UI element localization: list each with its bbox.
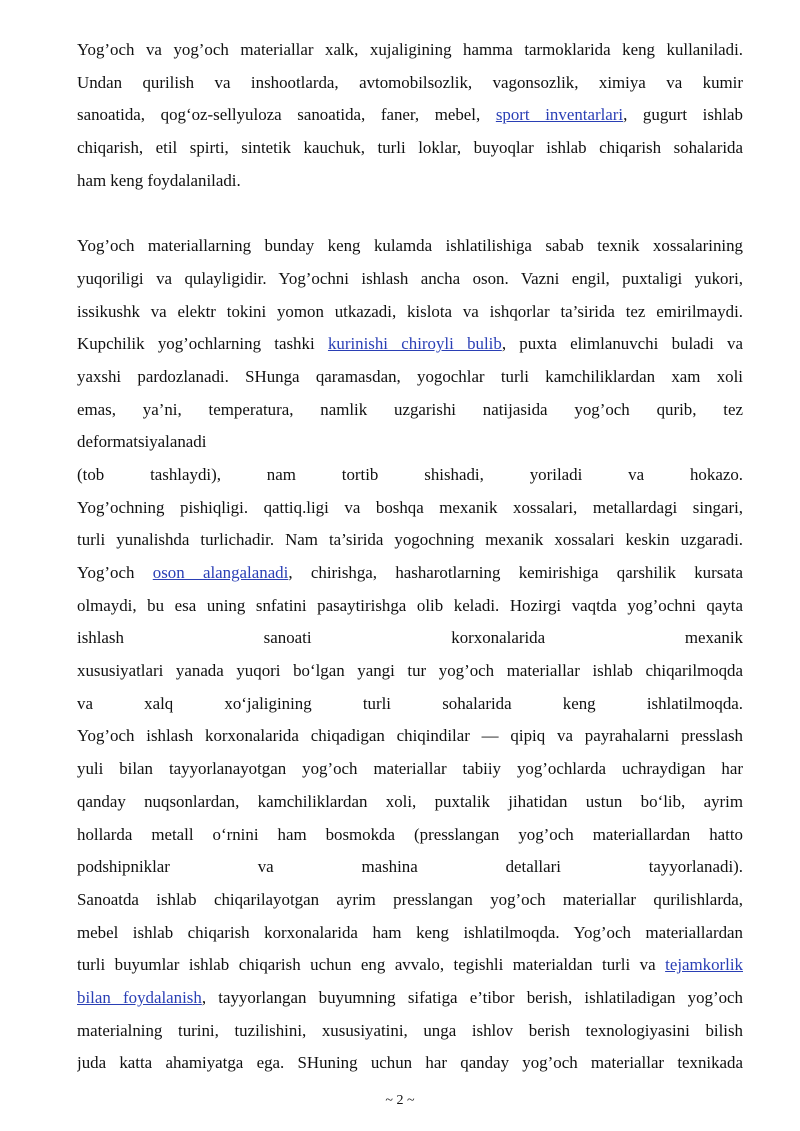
text-line <box>77 328 743 361</box>
text-line <box>77 557 743 590</box>
text-line: olmaydi, bu esa uning snfatini pasaytirishga olib keladi. Hozirgi vaqtda yog’ochni qayta <box>77 595 743 615</box>
text-line: (tob tashlaydi), nam tortib shishadi, yoriladi va hokazo. <box>77 464 743 484</box>
text-line: emas, ya’ni, temperatura, namlik uzgarishi natijasida yog’och qurib, tez <box>77 399 743 419</box>
text-line: qanday nuqsonlardan, kamchiliklardan xoli, puxtalik jihatidan ustun bo‘lib, ayrim <box>77 791 743 811</box>
text-line: yuqoriligi va qulayligidir. Yog’ochni ishlash ancha oson. Vazni engil, puxtaligi yukori, <box>77 268 743 288</box>
text-line: ham keng foydalaniladi. <box>77 170 241 190</box>
paragraph-1 <box>77 34 743 197</box>
text-segment: , puxta elimlanuvchi buladi va <box>501 334 743 354</box>
text-line: yaxshi pardozlanadi. SHunga qaramasdan, yogochlar turli kamchiliklardan xam xoli <box>77 366 743 386</box>
text-line: yuli bilan tayyorlanayotgan yog’och materiallar tabiiy yog’ochlarda uchraydigan har <box>77 759 743 779</box>
text-line: deformatsiyalanadi <box>77 432 207 452</box>
text-line <box>77 949 743 982</box>
text-line: Yog’och va yog’och materiallar xalk, xujaligining hamma tarmoklarida keng kullaniladi. <box>77 40 743 59</box>
text-segment: Kupchilik yog’ochlarning tashki <box>77 334 315 354</box>
paragraph-spacer <box>77 197 743 230</box>
text-line: Yog’och materiallarning bunday keng kulamda ishlatilishiga sabab texnik xossalarining <box>77 236 743 256</box>
text-segment: , chirishga, hasharotlarning kemirishiga qarshilik kursata <box>288 563 743 582</box>
text-line: Yog’ochning pishiqligi. qattiq.ligi va boshqa mexanik xossalari, metallardagi singari, <box>77 497 743 517</box>
text-line: va xalq xo‘jaligining turli sohalarida keng ishlatilmoqda. <box>77 693 743 713</box>
page-number: ~ 2 ~ <box>385 1093 415 1108</box>
text-line <box>77 99 743 132</box>
link-oson-alangalanadi[interactable]: oson alangalanadi <box>152 563 289 582</box>
text-line: mebel ishlab chiqarish korxonalarida ham keng ishlatilmoqda. Yog’och materiallardan <box>77 922 743 942</box>
text-line: ishlash sanoati korxonalarida mexanik <box>77 628 743 648</box>
text-line: xususiyatlari yanada yuqori bo‘lgan yangi tur yog’och materiallar ishlab chiqarilmoqda <box>77 661 743 681</box>
text-segment: , tayyorlangan buyumning sifatiga e’tibor berish, ishlatiladigan yog’och <box>201 987 743 1007</box>
text-line <box>77 982 743 1015</box>
link-sport-inventarlari[interactable]: sport inventarlari <box>495 105 624 125</box>
text-segment: , gugurt ishlab <box>623 105 743 125</box>
text-line: juda katta ahamiyatga ega. SHuning uchun har qanday yog’och materiallar texnikada <box>77 1053 743 1073</box>
text-line: issikushk va elektr tokini yomon utkazadi, kislota va ishqorlar ta’sirida tez emirilmaydi. <box>77 301 743 321</box>
text-segment: turli buyumlar ishlab chiqarish uchun eng avvalo, tegishli materialdan turli va <box>77 955 656 975</box>
link-bilan-foydalanish[interactable]: bilan foydalanish <box>77 987 202 1007</box>
text-line: chiqarish, etil spirti, sintetik kauchuk, turli loklar, buyoqlar ishlab chiqarish sohalarida <box>77 138 743 158</box>
link-kurinishi-chiroyli-bulib[interactable]: kurinishi chiroyli bulib <box>327 334 502 354</box>
text-line: turli yunalishda turlichadir. Nam ta’sirida yogochning mexanik xossalari keskin uzgaradi. <box>77 530 743 550</box>
text-line: materialning turini, tuzilishini, xususiyatini, unga ishlov berish texnologiyasini bilish <box>77 1020 743 1040</box>
link-tejamkorlik[interactable]: tejamkorlik <box>665 955 743 975</box>
document-page <box>77 34 743 1080</box>
text-line: hollarda metall o‘rnini ham bosmokda (presslangan yog’och materiallardan hatto <box>77 824 743 844</box>
text-line: podshipniklar va mashina detallari tayyorlanadi). <box>77 857 743 877</box>
text-segment: Yog’och <box>77 563 135 582</box>
text-segment: sanoatida, qog‘oz-sellyuloza sanoatida, faner, mebel, <box>77 105 481 125</box>
text-line: Yog’och ishlash korxonalarida chiqadigan chiqindilar — qipiq va payrahalarni presslash <box>77 726 743 746</box>
paragraph-2 <box>77 230 743 1080</box>
text-line: Sanoatda ishlab chiqarilayotgan ayrim presslangan yog’och materiallar qurilishlarda, <box>77 889 743 909</box>
text-line: Undan qurilish va inshootlarda, avtomobilsozlik, vagonsozlik, ximiya va kumir <box>77 72 743 92</box>
